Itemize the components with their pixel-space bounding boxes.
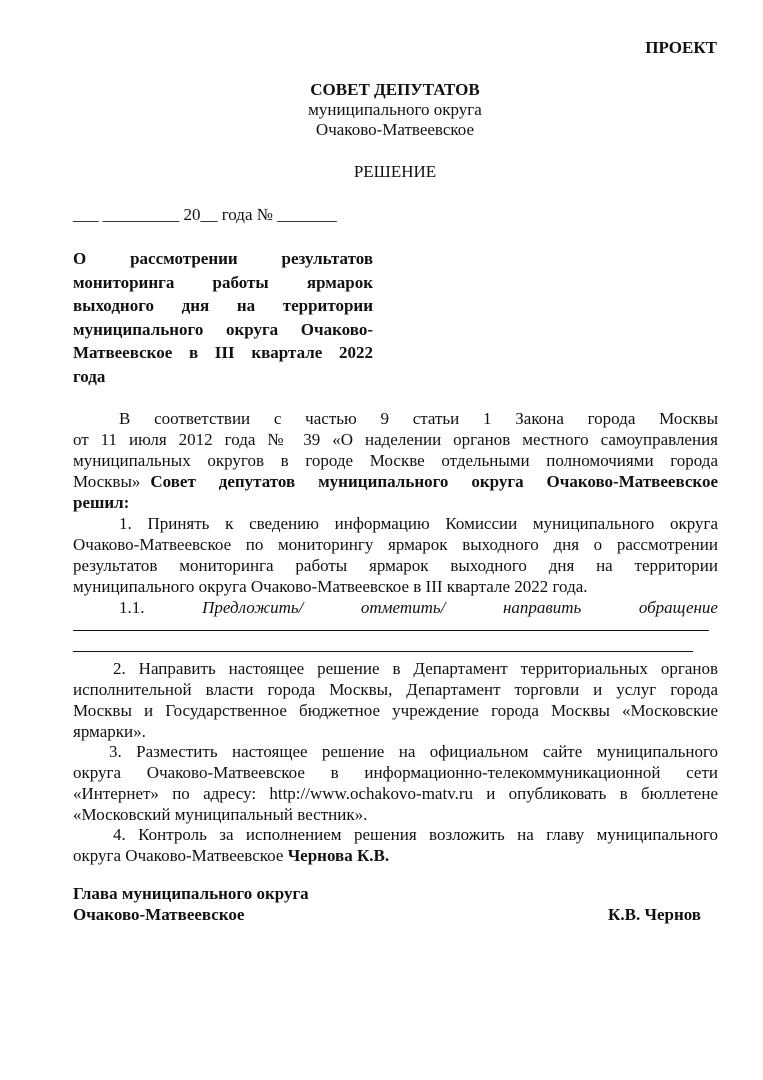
item-line: «Интернет» по адресу: http://www.ochakovo-matv.ru и опубликовать в бюллетене <box>73 784 718 803</box>
preamble-line: В соответствии с частью 9 статьи 1 Закона города Москвы <box>119 409 718 428</box>
item-1-1-number: 1.1. <box>119 598 145 617</box>
title-line: О рассмотрении результатов <box>73 249 373 268</box>
title-line: муниципального округа Очаково- <box>73 319 373 339</box>
signature-block <box>73 883 309 925</box>
item-2 <box>73 658 718 742</box>
title-line: года <box>73 366 106 386</box>
blank-line <box>73 651 693 652</box>
title-line: выходного дня на территории <box>73 296 373 315</box>
date-number-line: ___ _________ 20__ года № _______ <box>73 205 337 224</box>
title-line: Матвеевское в III квартале 2022 <box>73 343 373 362</box>
item-1-1-word: отметить/ <box>360 598 446 617</box>
signature-name: К.В. Чернов <box>608 905 701 924</box>
council-name: СОВЕТ ДЕПУТАТОВ <box>310 80 480 99</box>
preamble-line: муниципальных округов в городе Москве отдельными полномочиями города <box>73 451 718 470</box>
item-line: результатов мониторинга работы ярмарок выходного дня на территории <box>73 556 718 575</box>
document-header <box>200 80 590 140</box>
preamble-line <box>73 471 718 492</box>
decision-word: РЕШЕНИЕ <box>353 162 437 181</box>
item-line: 3. Разместить настоящее решение на официальном сайте муниципального <box>109 742 718 761</box>
item-1-1-word: обращение <box>638 598 718 617</box>
title-line: мониторинга работы ярмарок <box>73 272 373 292</box>
preamble <box>73 408 718 513</box>
item-4-plain: округа Очаково-Матвеевское <box>73 846 284 865</box>
head-name: Чернова К.В. <box>287 846 390 865</box>
item-line: Москвы и Государственное бюджетное учреждение города Москвы «Московские <box>73 701 718 720</box>
item-3 <box>73 741 718 825</box>
preamble-line: от 11 июля 2012 года № 39 «О наделении органов местного самоуправления <box>73 430 718 449</box>
item-line: округа Очаково-Матвеевское в информационно-телекоммуникационной сети <box>73 763 718 782</box>
item-1-1-word: Предложить/ <box>202 598 304 617</box>
signature-title-line-2: Очаково-Матвеевское <box>73 905 245 924</box>
signature-title-line-1: Глава муниципального округа <box>73 884 309 903</box>
draft-stamp: ПРОЕКТ <box>645 38 717 57</box>
item-4 <box>73 824 718 866</box>
preamble-resolved: решил: <box>73 493 130 512</box>
item-line: «Московский муниципальный вестник». <box>73 805 368 824</box>
item-line: ярмарки». <box>73 722 146 741</box>
item-line: муниципального округа Очаково-Матвеевское в III квартале 2022 года. <box>73 577 588 596</box>
preamble-plain: Москвы» <box>73 472 141 491</box>
item-1-1 <box>119 597 718 618</box>
item-1 <box>73 513 718 597</box>
item-line: 4. Контроль за исполнением решения возложить на главу муниципального <box>113 825 718 844</box>
item-line <box>73 845 718 866</box>
preamble-bold: Совет депутатов муниципального округа Очаково-Матвеевское <box>150 472 718 491</box>
header-line-3: Очаково-Матвеевское <box>315 120 475 139</box>
item-1-1-word: направить <box>502 598 582 617</box>
decision-title <box>73 247 373 388</box>
header-line-2: муниципального округа <box>308 100 482 119</box>
blank-line <box>73 630 709 631</box>
item-line: 2. Направить настоящее решение в Департамент территориальных органов <box>113 659 718 678</box>
item-line: 1. Принять к сведению информацию Комиссии муниципального округа <box>119 514 718 533</box>
item-line: исполнительной власти города Москвы, Департамент торговли и услуг города <box>73 680 718 699</box>
item-line: Очаково-Матвеевское по мониторингу ярмарок выходного дня о рассмотрении <box>73 535 718 554</box>
